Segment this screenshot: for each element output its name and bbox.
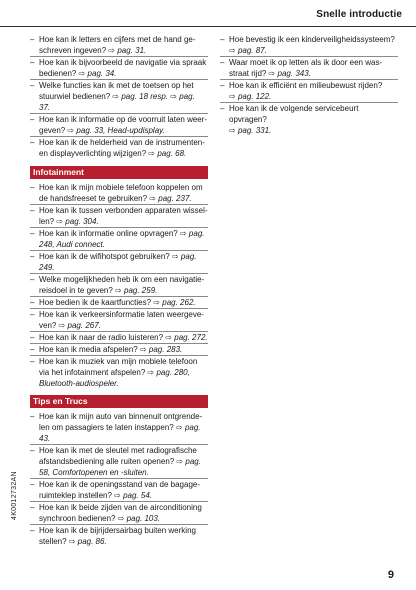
list-item: – Hoe kan ik efficiënt en milieubewust rijden? ⇨ pag. 122. bbox=[220, 80, 398, 102]
tips-list bbox=[30, 411, 208, 547]
list-item: – Hoe kan ik beide zijden van de airconditioning synchroon bedienen? ⇨ pag. 103. bbox=[30, 502, 208, 524]
arrow-icon: ⇨ bbox=[58, 321, 66, 330]
list-item: – Hoe kan ik de volgende servicebeurt opvragen? ⇨ pag. 331. bbox=[220, 103, 398, 136]
arrow-icon: ⇨ bbox=[176, 457, 184, 466]
arrow-icon: ⇨ bbox=[149, 194, 157, 203]
arrow-icon: ⇨ bbox=[56, 217, 64, 226]
arrow-icon: ⇨ bbox=[78, 69, 86, 78]
list-item: – Hoe bevestig ik een kinderveiligheidssysteem? ⇨ pag. 87. bbox=[220, 34, 398, 56]
list-item: – Welke functies kan ik met de toetsen op het stuurwiel bedienen? ⇨ pag. 18 resp. ⇨ pag. 37. bbox=[30, 80, 208, 113]
arrow-icon: ⇨ bbox=[176, 423, 183, 432]
arrow-icon: ⇨ bbox=[67, 126, 75, 135]
arrow-icon: ⇨ bbox=[171, 252, 179, 261]
arrow-icon: ⇨ bbox=[229, 46, 236, 55]
arrow-icon: ⇨ bbox=[229, 126, 236, 135]
header-title: Snelle introductie bbox=[316, 9, 402, 20]
arrow-icon: ⇨ bbox=[148, 149, 156, 158]
list-item: – Hoe kan ik mijn mobiele telefoon koppelen om de handsfreeset te gebruiken? ⇨ pag. 237. bbox=[30, 182, 208, 204]
document-code: 4K0012732AN bbox=[11, 471, 18, 520]
list-item: – Hoe bedien ik de kaartfuncties? ⇨ pag. 262. bbox=[30, 297, 208, 308]
arrow-icon: ⇨ bbox=[108, 46, 116, 55]
infotainment-list bbox=[30, 182, 208, 389]
list-item: – Hoe kan ik de helderheid van de instrumenten- en displayverlichting wijzigen? ⇨ pag. 68. bbox=[30, 137, 208, 159]
list-item: – Hoe kan ik informatie online opvragen? ⇨ pag. 248, Audi connect. bbox=[30, 228, 208, 250]
list-item: – Welke mogelijkheden heb ik om een navigatie- reisdoel in te geven? ⇨ pag. 259. bbox=[30, 274, 208, 296]
list-item: – Hoe kan ik letters en cijfers met de hand ge- schreven ingeven? ⇨ pag. 31. bbox=[30, 34, 208, 56]
arrow-icon: ⇨ bbox=[114, 491, 121, 500]
list-item: – Hoe kan ik muziek van mijn mobiele telefoon via het infotainment afspelen? ⇨ pag. 280, Bluetooth-audiospeler. bbox=[30, 356, 208, 389]
list-item: – Hoe kan ik naar de radio luisteren? ⇨ pag. 272. bbox=[30, 332, 208, 343]
arrow-icon: ⇨ bbox=[179, 229, 187, 238]
arrow-icon: ⇨ bbox=[170, 92, 177, 101]
arrow-icon: ⇨ bbox=[112, 92, 120, 101]
page-header bbox=[0, 0, 416, 27]
arrow-icon: ⇨ bbox=[139, 345, 147, 354]
list-item: – Hoe kan ik informatie op de voorruit laten weer- geven? ⇨ pag. 33, Head-updisplay. bbox=[30, 114, 208, 136]
arrow-icon: ⇨ bbox=[268, 69, 276, 78]
arrow-icon: ⇨ bbox=[153, 298, 161, 307]
left-column bbox=[30, 34, 208, 159]
arrow-icon: ⇨ bbox=[117, 514, 125, 523]
list-item: – Waar moet ik op letten als ik door een was- straat rijd? ⇨ pag. 343. bbox=[220, 57, 398, 79]
arrow-icon: ⇨ bbox=[147, 368, 155, 377]
arrow-icon: ⇨ bbox=[165, 333, 173, 342]
arrow-icon: ⇨ bbox=[229, 92, 236, 101]
section-header-tips: Tips en Trucs bbox=[30, 395, 208, 408]
right-column bbox=[220, 34, 398, 136]
list-item: – Hoe kan ik bijvoorbeeld de navigatie via spraak bedienen? ⇨ pag. 34. bbox=[30, 57, 208, 79]
list-item: – Hoe kan ik media afspelen? ⇨ pag. 283. bbox=[30, 344, 208, 355]
page-number: 9 bbox=[387, 569, 394, 581]
list-item: – Hoe kan ik tussen verbonden apparaten wissel- len? ⇨ pag. 304. bbox=[30, 205, 208, 227]
list-item: – Hoe kan ik mijn auto van binnenuit ontgrende- len om passagiers te laten instappen? ⇨ pag. 43. bbox=[30, 411, 208, 444]
section-header-infotainment: Infotainment bbox=[30, 166, 208, 179]
list-item: – Hoe kan ik de wifihotspot gebruiken? ⇨ pag. 249. bbox=[30, 251, 208, 273]
list-item: – Hoe kan ik de bijrijdersairbag buiten werking stellen? ⇨ pag. 86. bbox=[30, 525, 208, 547]
arrow-icon: ⇨ bbox=[68, 537, 76, 546]
arrow-icon: ⇨ bbox=[115, 286, 122, 295]
list-item: – Hoe kan ik de openingsstand van de bagage- ruimteklep instellen? ⇨ pag. 54. bbox=[30, 479, 208, 501]
list-item: – Hoe kan ik verkeersinformatie laten weergeve- ven? ⇨ pag. 267. bbox=[30, 309, 208, 331]
list-item: – Hoe kan ik met de sleutel met radiografische afstandsbediening alle ruiten openen? ⇨ pag. 58, Comfortopenen en -sluiten. bbox=[30, 445, 208, 478]
